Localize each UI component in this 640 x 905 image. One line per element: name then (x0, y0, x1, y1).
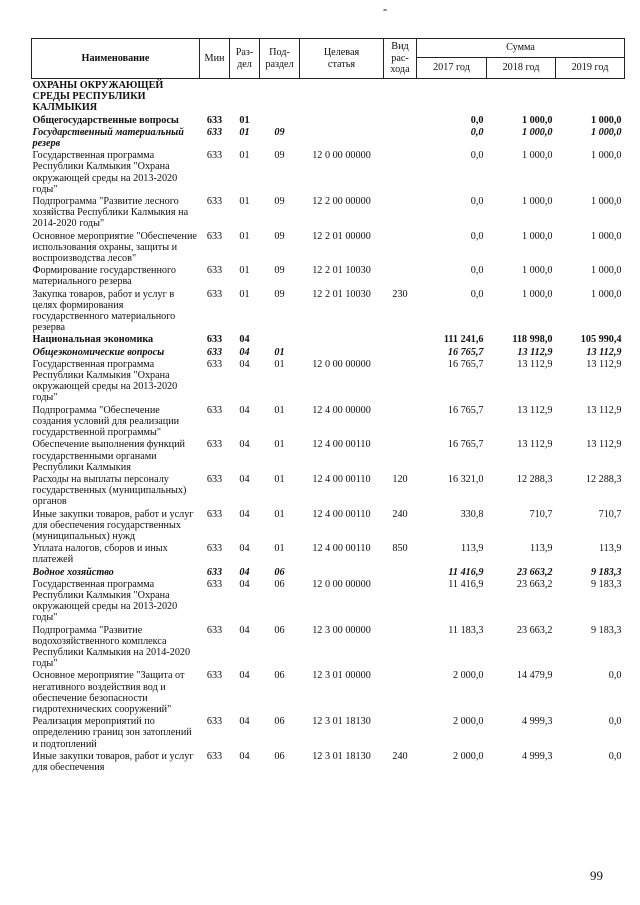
row-2017: 2 000,0 (452, 670, 484, 682)
row-vid (384, 404, 417, 439)
row-celevaya: 12 4 00 00000 (312, 404, 371, 416)
row-celevaya (300, 114, 384, 126)
row-2017: 0,0 (470, 230, 484, 242)
row-2017: 0,0 (470, 126, 484, 138)
row-name: Водное хозяйство (32, 566, 114, 578)
row-name: Закупка товаров, работ и услуг в целях формирования государственного материального резерва (32, 288, 176, 334)
row-min: 633 (206, 404, 223, 416)
row-razdel: 04 (239, 346, 250, 358)
row-2019: 0,0 (608, 670, 622, 682)
row-2019: 1 000,0 (590, 114, 622, 126)
row-vid (384, 149, 417, 195)
row-podrazdel: 06 (274, 670, 285, 682)
row-razdel: 01 (239, 265, 250, 277)
row-2017: 2 000,0 (452, 750, 484, 762)
row-min: 633 (206, 150, 223, 162)
row-min: 633 (206, 543, 223, 555)
row-2018: 4 999,3 (521, 750, 553, 762)
row-podrazdel: 01 (274, 543, 285, 555)
row-podrazdel: 06 (274, 578, 285, 590)
row-vid (384, 79, 417, 114)
row-2018: 1 000,0 (521, 126, 553, 138)
row-celevaya: 12 2 01 00000 (312, 230, 371, 242)
row-name: Реализация мероприятий по определению границ зон затоплений и подтоплений (32, 716, 192, 750)
row-min: 633 (206, 358, 223, 370)
table-row (32, 264, 625, 287)
row-min: 633 (206, 288, 223, 300)
budget-table (31, 38, 625, 773)
row-razdel: 04 (239, 404, 250, 416)
row-vid (384, 715, 417, 750)
row-2018: 23 663,2 (516, 566, 553, 578)
row-celevaya: 12 3 00 00000 (312, 624, 371, 636)
row-razdel: 01 (239, 196, 250, 208)
row-podrazdel: 09 (274, 126, 285, 138)
row-name: Подпрограмма "Развитие лесного хозяйства Республики Калмыкия на 2014-2020 годы" (32, 196, 189, 230)
row-2017: 11 183,3 (448, 624, 484, 636)
row-vid (384, 669, 417, 715)
row-2019: 12 288,3 (585, 473, 622, 485)
row-podrazdel: 09 (274, 288, 285, 300)
row-name: Иные закупки товаров, работ и услуг для обеспечения государственных (муниципальных) нужд (32, 508, 194, 542)
row-vid: 230 (392, 288, 408, 300)
row-razdel: 04 (239, 439, 250, 451)
row-min: 633 (206, 750, 223, 762)
row-2018: 14 479,9 (516, 670, 553, 682)
row-name: Расходы на выплаты персоналу государственных (муниципальных) органов (32, 473, 187, 508)
row-podrazdel: 01 (274, 358, 285, 370)
top-mark: - (383, 2, 387, 16)
row-celevaya: 12 0 00 00000 (312, 358, 371, 370)
header-vid: Вид рас- хода (384, 39, 417, 79)
row-celevaya: 12 2 00 00000 (312, 196, 371, 208)
row-2018 (487, 79, 556, 114)
table-row (32, 288, 625, 334)
row-2019: 9 183,3 (590, 578, 622, 590)
row-razdel: 04 (239, 334, 250, 346)
row-2018: 1 000,0 (521, 288, 553, 300)
row-2017: 0,0 (470, 196, 484, 208)
table-row (32, 404, 625, 439)
header-2018: 2018 год (487, 58, 556, 79)
row-2019: 1 000,0 (590, 196, 622, 208)
row-name: Государственная программа Республики Калмыкия "Охрана окружающей среды на 2013-2020 годы" (32, 578, 178, 624)
table-row (32, 358, 625, 404)
table-row (32, 508, 625, 543)
row-celevaya: 12 3 01 00000 (312, 670, 371, 682)
row-podrazdel: 01 (274, 346, 285, 358)
row-2018: 118 998,0 (512, 334, 553, 346)
row-razdel: 01 (239, 230, 250, 242)
row-2018: 23 663,2 (516, 578, 553, 590)
row-podrazdel: 01 (274, 404, 285, 416)
row-2017: 111 241,6 (443, 334, 484, 346)
row-vid: 120 (392, 473, 408, 485)
row-name: Формирование государственного материального резерва (32, 265, 177, 288)
row-2019: 0,0 (608, 716, 622, 728)
row-min: 633 (206, 670, 223, 682)
row-vid (384, 114, 417, 126)
row-podrazdel: 09 (274, 196, 285, 208)
row-2019: 1 000,0 (590, 126, 622, 138)
table-body (32, 79, 625, 774)
header-celevaya: Целевая статья (300, 39, 384, 79)
row-vid (384, 195, 417, 230)
header-min: Мин (200, 39, 230, 79)
row-celevaya: 12 4 00 00110 (312, 439, 371, 451)
row-celevaya: 12 3 01 18130 (312, 750, 371, 762)
row-name: Государственная программа Республики Калмыкия "Охрана окружающей среды на 2013-2020 годы" (32, 358, 178, 404)
table-row (32, 542, 625, 565)
row-vid (384, 230, 417, 265)
row-celevaya: 12 4 00 00110 (312, 473, 371, 485)
row-min: 633 (206, 334, 223, 346)
row-razdel: 01 (239, 288, 250, 300)
row-vid (384, 578, 417, 624)
table-row (32, 79, 625, 114)
row-min: 633 (206, 716, 223, 728)
row-2019: 1 000,0 (590, 230, 622, 242)
row-celevaya: 12 3 01 18130 (312, 716, 371, 728)
row-celevaya: 12 0 00 00000 (312, 150, 371, 162)
row-min (200, 79, 230, 114)
table-row (32, 230, 625, 265)
row-podrazdel: 09 (274, 150, 285, 162)
row-2019: 13 112,9 (586, 346, 622, 358)
row-name: Государственная программа Республики Калмыкия "Охрана окружающей среды на 2013-2020 годы" (32, 150, 178, 195)
row-2017: 11 416,9 (448, 578, 484, 590)
row-name: Основное мероприятие "Защита от негативного воздействия вод и обеспечение безопасности гидротехнических сооружений" (32, 670, 185, 715)
row-podrazdel: 09 (274, 265, 285, 277)
row-razdel: 01 (239, 126, 250, 138)
row-podrazdel: 06 (274, 624, 285, 636)
row-vid (384, 438, 417, 473)
row-2019: 105 990,4 (580, 334, 622, 346)
row-2019: 13 112,9 (586, 439, 622, 451)
row-celevaya: 12 2 01 10030 (312, 288, 371, 300)
row-2017: 0,0 (470, 265, 484, 277)
row-min: 633 (206, 508, 223, 520)
row-2017: 0,0 (470, 114, 484, 126)
row-2018: 4 999,3 (521, 716, 553, 728)
row-name: Подпрограмма "Развитие водохозяйственного комплекса Республики Калмыкия на 2014-2020 годы" (32, 624, 191, 670)
row-min: 633 (206, 566, 223, 578)
row-razdel: 04 (239, 578, 250, 590)
row-2017: 16 321,0 (447, 473, 484, 485)
row-2018: 1 000,0 (521, 265, 553, 277)
row-razdel: 04 (239, 750, 250, 762)
row-razdel: 01 (239, 114, 250, 126)
table-row (32, 114, 625, 126)
row-min: 633 (206, 265, 223, 277)
row-celevaya (300, 566, 384, 578)
table-row (32, 750, 625, 773)
row-podrazdel (260, 79, 300, 114)
row-min: 633 (206, 624, 223, 636)
row-celevaya: 12 0 00 00000 (312, 578, 371, 590)
row-2018: 13 112,9 (517, 404, 553, 416)
table-row (32, 195, 625, 230)
row-min: 633 (206, 114, 223, 126)
row-2017: 11 416,9 (448, 566, 484, 578)
row-2019: 113,9 (598, 543, 622, 555)
row-celevaya: 12 4 00 00110 (312, 508, 371, 520)
row-celevaya: 12 2 01 10030 (312, 265, 371, 277)
row-name: Общеэкономические вопросы (32, 346, 165, 358)
table-row (32, 566, 625, 578)
header-2017: 2017 год (417, 58, 487, 79)
header-summa: Сумма (417, 39, 625, 58)
row-name: Государственный материальный резерв (32, 126, 184, 150)
row-vid (384, 264, 417, 287)
row-2017: 113,9 (460, 543, 484, 555)
row-podrazdel (260, 333, 300, 345)
row-2019: 13 112,9 (586, 358, 622, 370)
row-2019 (556, 79, 625, 114)
row-podrazdel: 06 (274, 566, 285, 578)
row-podrazdel (260, 114, 300, 126)
row-celevaya (300, 79, 384, 114)
row-podrazdel: 09 (274, 230, 285, 242)
row-2018: 1 000,0 (521, 230, 553, 242)
row-razdel: 04 (239, 716, 250, 728)
header-razdel: Раз- дел (230, 39, 260, 79)
row-celevaya: 12 4 00 00110 (312, 543, 371, 555)
row-2019: 9 183,3 (590, 566, 622, 578)
table-row (32, 438, 625, 473)
page-number: 99 (590, 868, 603, 883)
row-min: 633 (206, 126, 223, 138)
row-2017: 16 765,7 (447, 439, 484, 451)
row-2018: 1 000,0 (521, 150, 553, 162)
row-2017: 16 765,7 (447, 346, 484, 358)
row-vid (384, 333, 417, 345)
row-2019: 9 183,3 (590, 624, 622, 636)
row-name: Обеспечение выполнения функций государственными органами Республики Калмыкия (32, 439, 185, 473)
row-name: Основное мероприятие "Обеспечение использования охраны, защиты и воспроизводства лесов" (32, 230, 197, 265)
row-podrazdel: 01 (274, 508, 285, 520)
row-2017: 2 000,0 (452, 716, 484, 728)
row-min: 633 (206, 473, 223, 485)
row-razdel: 04 (239, 358, 250, 370)
row-name: ОХРАНЫ ОКРУЖАЮЩЕЙ СРЕДЫ РЕСПУБЛИКИ КАЛМЫКИЯ (32, 80, 164, 114)
table-row (32, 473, 625, 508)
table-row (32, 149, 625, 195)
row-razdel: 04 (239, 508, 250, 520)
table-row (32, 126, 625, 149)
row-min: 633 (206, 578, 223, 590)
row-name: Национальная экономика (32, 334, 154, 346)
row-vid (384, 346, 417, 358)
table-header (32, 39, 625, 79)
row-2019: 1 000,0 (590, 265, 622, 277)
row-min: 633 (206, 196, 223, 208)
row-name: Общегосударственные вопросы (32, 114, 179, 126)
row-2018: 13 112,9 (517, 346, 553, 358)
row-vid: 240 (392, 508, 408, 520)
row-min: 633 (206, 439, 223, 451)
row-podrazdel: 01 (274, 439, 285, 451)
header-2019: 2019 год (556, 58, 625, 79)
row-2018: 1 000,0 (521, 114, 553, 126)
row-celevaya (300, 346, 384, 358)
row-2018: 23 663,2 (516, 624, 553, 636)
row-podrazdel: 06 (274, 750, 285, 762)
row-2017: 0,0 (470, 288, 484, 300)
row-2017: 0,0 (470, 150, 484, 162)
row-2018: 1 000,0 (521, 196, 553, 208)
row-2019: 1 000,0 (590, 288, 622, 300)
row-razdel: 04 (239, 473, 250, 485)
row-podrazdel: 01 (274, 473, 285, 485)
table-row (32, 578, 625, 624)
row-2019: 0,0 (608, 750, 622, 762)
row-2017: 330,8 (460, 508, 484, 520)
row-2017 (417, 79, 487, 114)
row-razdel: 04 (239, 566, 250, 578)
row-min: 633 (206, 230, 223, 242)
table-row (32, 346, 625, 358)
row-vid (384, 358, 417, 404)
row-vid (384, 126, 417, 149)
row-2018: 13 112,9 (517, 358, 553, 370)
row-vid: 240 (392, 750, 408, 762)
row-2017: 16 765,7 (447, 404, 484, 416)
row-2018: 113,9 (529, 543, 553, 555)
row-name: Иные закупки товаров, работ и услуг для обеспечения (32, 750, 194, 773)
row-name: Подпрограмма "Обеспечение создания условий для реализации государственной программы" (32, 404, 180, 439)
row-vid: 850 (392, 543, 408, 555)
row-2018: 13 112,9 (517, 439, 553, 451)
row-min: 633 (206, 346, 223, 358)
table-row (32, 715, 625, 750)
row-2017: 16 765,7 (447, 358, 484, 370)
header-name: Наименование (32, 39, 200, 79)
header-podrazdel: Под- раздел (260, 39, 300, 79)
row-2018: 12 288,3 (516, 473, 553, 485)
row-razdel (230, 79, 260, 114)
row-razdel: 04 (239, 670, 250, 682)
row-2018: 710,7 (529, 508, 553, 520)
table-row (32, 624, 625, 670)
row-razdel: 04 (239, 543, 250, 555)
row-celevaya (300, 333, 384, 345)
row-razdel: 04 (239, 624, 250, 636)
table-row (32, 669, 625, 715)
row-celevaya (300, 126, 384, 149)
row-name: Уплата налогов, сборов и иных платежей (32, 543, 168, 566)
row-razdel: 01 (239, 150, 250, 162)
row-2019: 710,7 (598, 508, 622, 520)
row-vid (384, 566, 417, 578)
row-vid (384, 624, 417, 670)
table-row (32, 333, 625, 345)
row-podrazdel: 06 (274, 716, 285, 728)
row-2019: 13 112,9 (586, 404, 622, 416)
row-2019: 1 000,0 (590, 150, 622, 162)
